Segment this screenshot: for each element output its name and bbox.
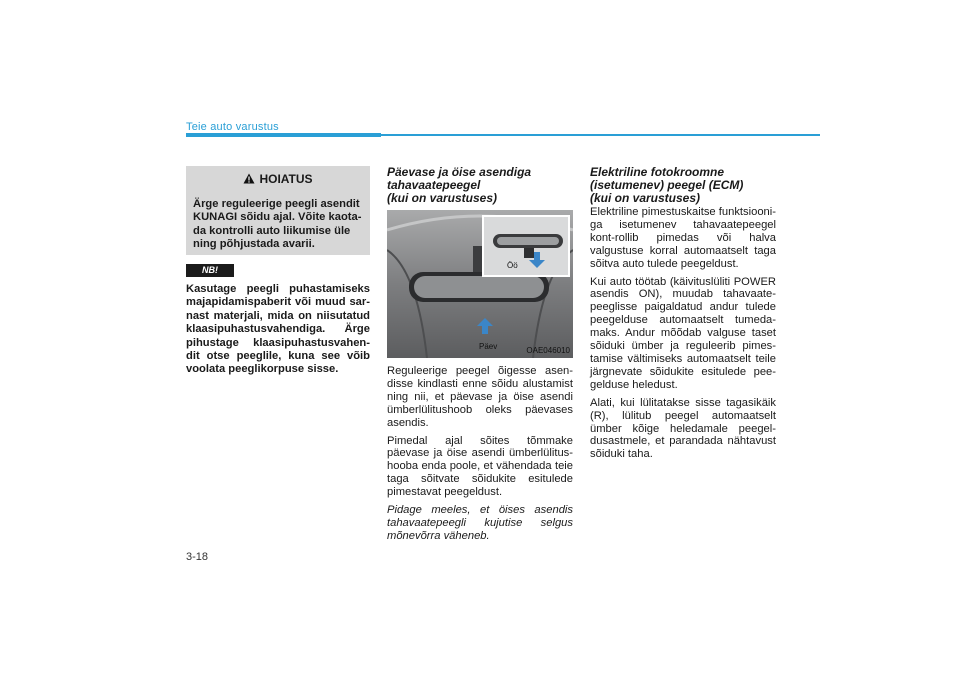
section-title: Teie auto varustus bbox=[186, 121, 279, 133]
warning-header bbox=[186, 172, 370, 186]
mirror-figure bbox=[387, 210, 573, 358]
mirror-illustration bbox=[387, 210, 573, 358]
ecm-heading bbox=[590, 166, 776, 205]
warning-triangle-icon bbox=[243, 173, 255, 184]
warning-title: HOIATUS bbox=[259, 172, 313, 186]
paragraph: Alati, kui lülitatakse sisse tagasikäik (R), lülitub peegel automaatselt ümber kõige heledamale peegel-dusastmele, et parandada nähtavust sõiduki taha. bbox=[590, 396, 776, 461]
heading-line: Päevase ja öise asendiga bbox=[387, 165, 532, 179]
italic-note: Pidage meeles, et öises asendis tahavaatepeegli kujutise selgus mõnevõrra väheneb. bbox=[387, 504, 573, 542]
paragraph: Pimedal ajal sõites tõmmake päevase ja öise asendi ümberlülitus-hooba enda poole, et vähendada teie taga sõitvate sõidukite esitulede pimestavat peegeldust. bbox=[387, 434, 573, 499]
header-rule-thick bbox=[186, 133, 381, 137]
heading-line: Elektriline fotokroomne bbox=[590, 165, 725, 179]
figure-code: OAE046010 bbox=[526, 346, 570, 355]
day-label: Päev bbox=[479, 342, 498, 351]
ecm-body bbox=[590, 206, 776, 466]
paragraph: Elektriline pimestuskaitse funktsiooni-ga isetumenev tahavaatepeegel kont-rollib pimedas või halva valgustuse korral automaatselt taga sõitva auto tulede peegeldust. bbox=[590, 206, 776, 270]
day-night-body bbox=[387, 365, 573, 548]
heading-line: (isetumenev) peegel (ECM) bbox=[590, 178, 744, 192]
warning-text: Ärge reguleerige peegli asendit KUNAGI sõidu ajal. Võite kaota-da kontrolli auto liikumise üle ning põhjustada avarii. bbox=[193, 198, 362, 251]
header-rule-thin bbox=[381, 134, 820, 136]
heading-line: (kui on varustuses) bbox=[387, 191, 498, 205]
night-label: Öö bbox=[507, 261, 518, 270]
heading-line: (kui on varustuses) bbox=[590, 191, 701, 205]
paragraph: Reguleerige peegel õigesse asen-disse kindlasti enne sõidu alustamist ning nii, et päevase ja öise asendi ümberlülitushoob oleks päevases asendis. bbox=[387, 365, 573, 429]
page-number: 3-18 bbox=[186, 551, 209, 563]
heading-line: tahavaatepeegel bbox=[387, 178, 481, 192]
note-badge: NB! bbox=[186, 264, 234, 277]
day-night-heading bbox=[387, 166, 573, 205]
warning-box bbox=[186, 166, 370, 255]
note-text: Kasutage peegli puhastamiseks majapidamispaberit või muud sar-nast materjali, mida on niisutatud klaasipuhastusvahendiga. Ärge pihustage klaasipuhastusvahen-dit otse peeglile, kuna see võib voolata peeglikorpuse sisse. bbox=[186, 283, 370, 376]
paragraph: Kui auto töötab (käivituslüliti POWER asendis ON), muudab tahavaate-peeglisse paigaldatud andur tulede peegelduse automaatselt tumeda-maks. Andur mõõdab valguse taset sõiduki ümber ja reguleerib pimes-tamise vältimiseks automaatselt teile järgnevate sõidukite esitulede pee-gelduse heledust. bbox=[590, 275, 776, 391]
